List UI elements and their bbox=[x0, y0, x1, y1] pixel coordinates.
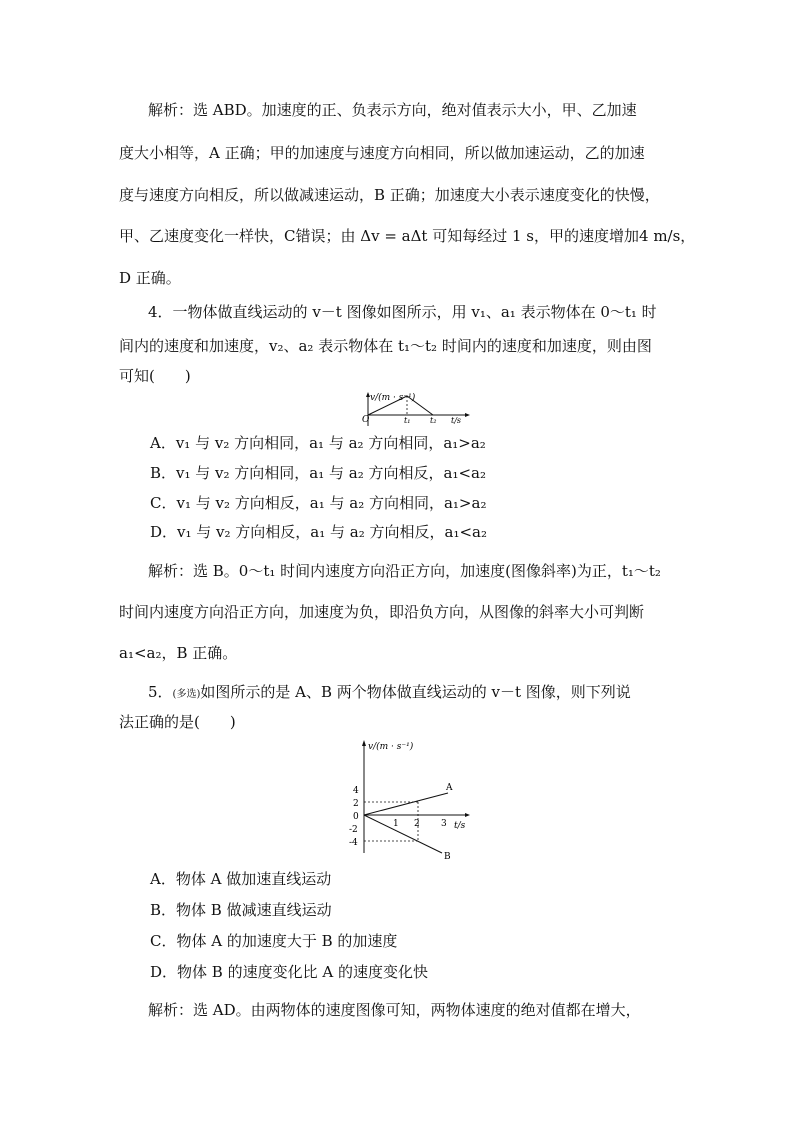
q5-option-d: D．物体 B 的速度变化比 A 的速度变化快 bbox=[150, 963, 428, 981]
q4-stem-line-1: 4．一物体做直线运动的 v－t 图像如图所示，用 v₁、a₁ 表示物体在 0～t₁ 时 bbox=[148, 303, 657, 321]
line-a bbox=[364, 793, 448, 815]
x-axis-label: t/s bbox=[454, 821, 466, 831]
x-axis-label: t/s bbox=[451, 416, 462, 425]
x-axis-arrow bbox=[465, 413, 470, 417]
q5-analysis-line-1 bbox=[148, 1000, 641, 1020]
q3-analysis-line-3: 度与速度方向相反，所以做减速运动，B 正确；加速度大小表示速度变化的快慢， bbox=[119, 186, 660, 204]
q3-analysis-line-4: 甲、乙速度变化一样快，C错误；由 Δv = aΔt 可知每经过 1 s，甲的速度增加4 m/s， bbox=[119, 227, 696, 245]
q5-option-a: A．物体 A 做加速直线运动 bbox=[150, 870, 332, 888]
y-axis-label: v/(m · s⁻¹) bbox=[370, 393, 416, 403]
analysis-text: 选 B。0～t₁ 时间内速度方向沿正方向，加速度(图像斜率)为正，t₁～t₂ bbox=[193, 562, 661, 580]
analysis-label: 解析： bbox=[148, 562, 194, 580]
x-tick-3: 3 bbox=[441, 819, 447, 829]
q4-analysis-line-3: a₁<a₂，B 正确。 bbox=[119, 644, 238, 662]
q4-analysis-line-2: 时间内速度方向沿正方向，加速度为负，即沿负方向，从图像的斜率大小可判断 bbox=[119, 603, 645, 621]
x-axis-arrow bbox=[465, 813, 470, 817]
t2-label: t₂ bbox=[430, 416, 437, 425]
q4-vt-graph bbox=[355, 390, 485, 428]
t1-label: t₁ bbox=[404, 416, 411, 425]
q4-option-b: B．v₁ 与 v₂ 方向相同，a₁ 与 a₂ 方向相反，a₁<a₂ bbox=[150, 464, 486, 482]
y-tick-4: 4 bbox=[353, 786, 359, 796]
origin-label: O bbox=[362, 415, 370, 425]
q4-option-a: A．v₁ 与 v₂ 方向相同，a₁ 与 a₂ 方向相同，a₁>a₂ bbox=[150, 434, 486, 452]
analysis-label: 解析： bbox=[148, 1001, 194, 1019]
y-tick-0: 0 bbox=[353, 812, 359, 822]
y-tick-neg4: -4 bbox=[349, 838, 358, 848]
q5-stem-line-2: 法正确的是( ) bbox=[119, 713, 236, 731]
q4-stem-line-3: 可知( ) bbox=[119, 367, 191, 385]
analysis-label: 解析： bbox=[148, 101, 194, 119]
y-tick-2: 2 bbox=[353, 799, 359, 809]
multi-choice-tag: (多选) bbox=[172, 689, 201, 700]
label-b: B bbox=[444, 852, 451, 862]
q4-analysis-line-1 bbox=[148, 561, 661, 581]
question-text: 如图所示的是 A、B 两个物体做直线运动的 v－t 图像，则下列说 bbox=[200, 683, 631, 701]
q4-stem-line-2: 间内的速度和加速度，v₂、a₂ 表示物体在 t₁～t₂ 时间内的速度和加速度，则由图 bbox=[119, 337, 652, 355]
q4-option-c: C．v₁ 与 v₂ 方向相反，a₁ 与 a₂ 方向相同，a₁>a₂ bbox=[150, 494, 487, 512]
line-b bbox=[364, 815, 442, 853]
q3-analysis-line-2: 度大小相等，A 正确；甲的加速度与速度方向相同，所以做加速运动，乙的加速 bbox=[119, 144, 645, 162]
question-number: 5． bbox=[148, 683, 173, 701]
y-axis-label: v/(m · s⁻¹) bbox=[368, 742, 414, 752]
y-tick-neg2: -2 bbox=[349, 825, 358, 835]
label-a: A bbox=[446, 783, 453, 793]
y-axis-arrow bbox=[362, 740, 366, 746]
analysis-text: 选 ABD。加速度的正、负表示方向，绝对值表示大小，甲、乙加速 bbox=[193, 101, 637, 119]
q5-option-b: B．物体 B 做减速直线运动 bbox=[150, 901, 332, 919]
q5-vt-graph bbox=[340, 735, 480, 865]
analysis-text: 选 AD。由两物体的速度图像可知，两物体速度的绝对值都在增大， bbox=[193, 1001, 641, 1019]
q3-analysis-line-1 bbox=[148, 100, 637, 120]
q5-option-c: C．物体 A 的加速度大于 B 的加速度 bbox=[150, 932, 398, 950]
x-tick-2: 2 bbox=[414, 819, 420, 829]
q5-stem-line-1 bbox=[148, 682, 631, 705]
q3-analysis-line-5: D 正确。 bbox=[119, 269, 181, 287]
x-tick-1: 1 bbox=[393, 819, 399, 829]
q4-option-d: D．v₁ 与 v₂ 方向相反，a₁ 与 a₂ 方向相反，a₁<a₂ bbox=[150, 523, 488, 541]
